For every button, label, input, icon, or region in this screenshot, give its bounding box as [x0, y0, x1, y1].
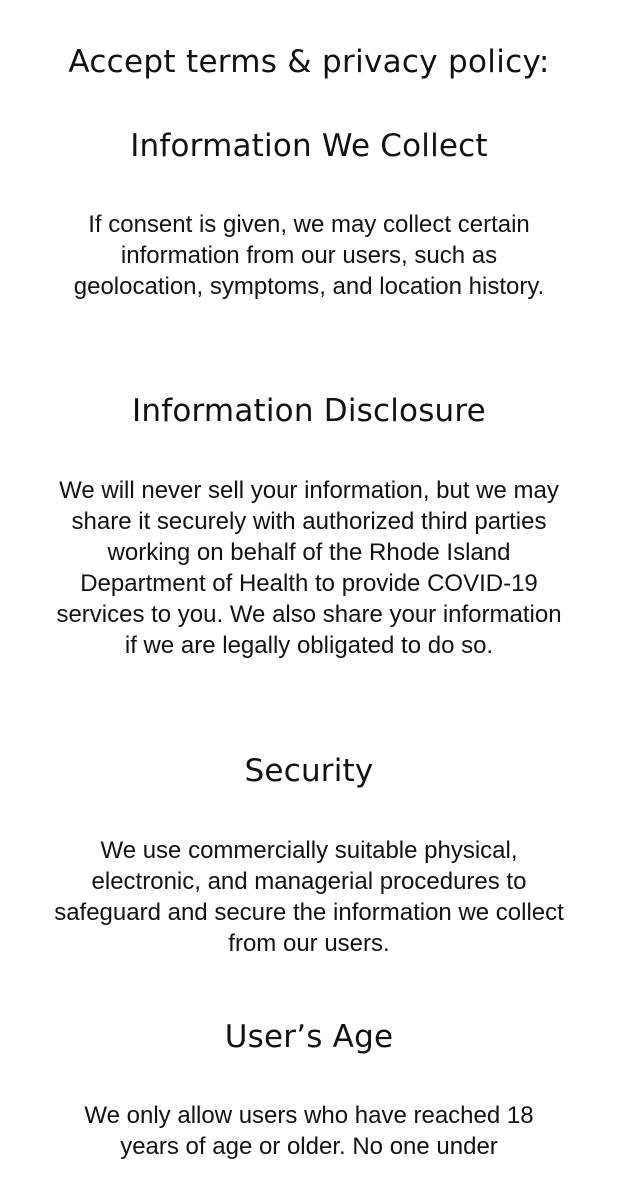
- section-body-information-we-collect: If consent is given, we may collect certain information from our users, such as geolocation, symptoms, and location history.: [73, 211, 545, 300]
- section-body-users-age: We only allow users who have reached 18 years of age or older. No one under: [84, 1102, 534, 1160]
- section-heading-users-age: User’s Age: [224, 1019, 394, 1055]
- section-heading-information-disclosure: Information Disclosure: [132, 393, 486, 429]
- section-heading-security: Security: [244, 753, 374, 789]
- section-body-security: We use commercially suitable physical, electronic, and managerial procedures to safeguard and secure the information we collect from our users.: [54, 837, 564, 957]
- page-title: Accept terms & privacy policy:: [68, 44, 550, 80]
- section-body-information-disclosure: We will never sell your information, but we may share it securely with authorized third parties working on behalf of the Rhode Island Department of Health to provide COVID-19 services to you. We also share your information if we are legally obligated to do so.: [56, 477, 562, 659]
- section-heading-information-we-collect: Information We Collect: [130, 128, 488, 164]
